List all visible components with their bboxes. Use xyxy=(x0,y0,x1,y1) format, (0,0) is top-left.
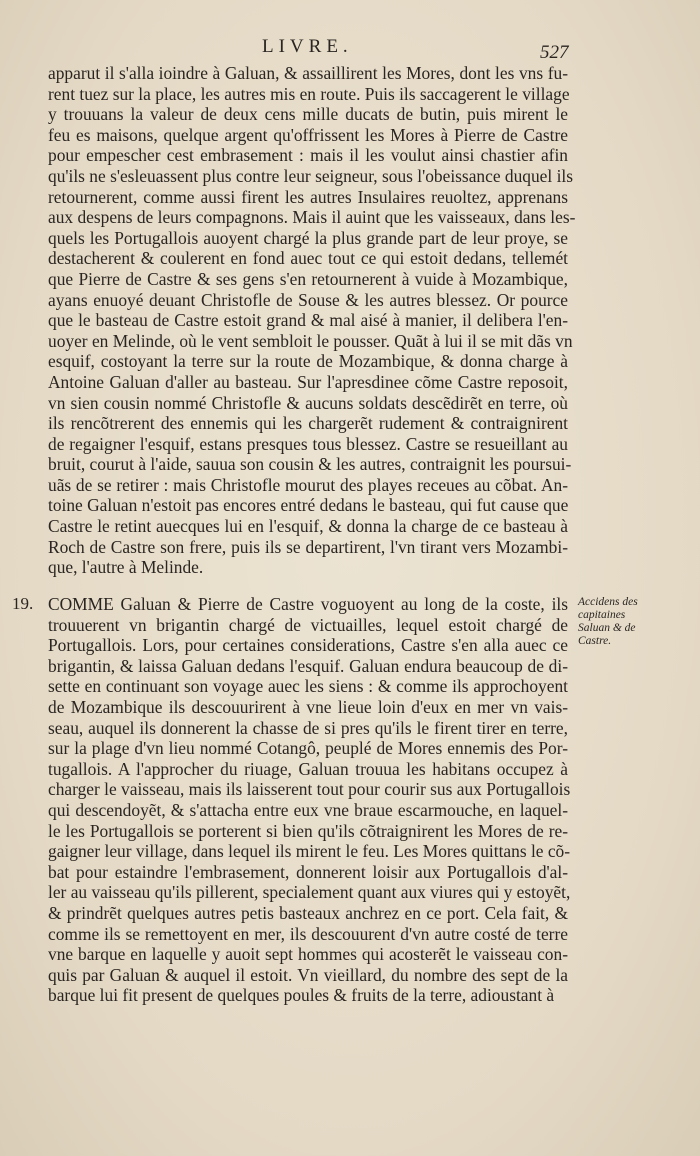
marginal-note xyxy=(578,596,693,648)
text-line: Portugallois. Lors, pour certaines considerations, Castre s'en alla auec ce xyxy=(48,635,568,656)
text-line: que, l'autre à Melinde. xyxy=(48,557,204,578)
text-line: & prindrẽt quelques autres petis basteaux anchrez en ce port. Cela fait, & xyxy=(48,902,568,923)
text-line: rent tuez sur la place, les autres mis en route. Puis ils saccagerent le village xyxy=(48,83,570,104)
text-line: qu'ils ne s'esleuassent plus contre leur seigneur, sous l'obeissance duquel ils xyxy=(48,165,574,186)
text-line: esquif, costoyant la terre sur la route de Mozambique, & donna charge à xyxy=(48,351,568,372)
text-line: aux despens de leurs compagnons. Mais il auint que les vaisseaux, dans les- xyxy=(48,207,576,228)
text-line: vn sien cousin nommé Christofle & aucuns soldats descẽdirẽt en terre, où xyxy=(48,392,568,413)
text-line: bat pour estaindre l'embrasement, donnerent loisir aux Portugallois d'al- xyxy=(48,861,568,882)
text-line: retournerent, comme aussi firent les autres Insulaires reuoltez, apprenans xyxy=(48,186,568,207)
text-line: Antoine Galuan d'aller au basteau. Sur l'apresdinee cõme Castre reposoit, xyxy=(48,371,568,392)
text-line: quels les Portugallois auoyent chargé la plus grande part de leur proye, se xyxy=(48,227,568,248)
text-line: Roch de Castre son frere, puis ils se departirent, l'vn tirant vers Mozambi- xyxy=(48,536,568,557)
text-line: bruit, courut à l'aide, sauua son cousin & les autres, contraignit les poursui- xyxy=(48,454,572,475)
text-line: uãs de se retirer : mais Christofle mourut des playes receues au cõbat. An- xyxy=(48,474,568,495)
text-line: Castre le retint auecques lui en l'esquif, & donna la charge de ce basteau à xyxy=(48,516,568,537)
text-line: quis par Galuan & auquel il estoit. Vn vieillard, du nombre des sept de la xyxy=(48,964,568,985)
text-line: feu es maisons, quelque argent qu'offrissent les Mores à Pierre de Castre xyxy=(48,124,568,145)
text-line: le les Portugallois se porterent si bien qu'ils cõtraignirent les Mores de re- xyxy=(48,820,568,841)
text-line: seau, auquel ils donnerent la chasse de si pres qu'ils le firent tirer en terre, xyxy=(48,717,568,738)
text-line: charger le vaisseau, mais ils laisserent tout pour courir sus aux Portugallois xyxy=(48,779,571,800)
text-line: gaigner leur village, dans lequel ils mirent le feu. Les Mores quittans le cõ- xyxy=(48,841,571,862)
marginal-note-line: capitaines xyxy=(578,609,626,621)
text-line: uoyer en Melinde, où le vent sembloit le pousser. Quãt à lui il se mit dãs vn xyxy=(48,330,573,351)
text-line: y trouuans la valeur de deux cens mille ducats de butin, puis mirent le xyxy=(48,104,568,125)
text-line: apparut il s'alla ioindre à Galuan, & assaillirent les Mores, dont les vns fu- xyxy=(48,63,568,83)
text-line: tugallois. A l'approcher du riuage, Galuan trouua les habitans occupez à xyxy=(48,758,568,779)
text-line: trouuerent vn brigantin chargé de victuailles, lequel estoit chargé de xyxy=(48,614,568,635)
text-line: ils rencõtrerent des ennemis qui les chargerẽt rudement & contraignirent xyxy=(48,413,568,434)
text-line: ler au vaisseau qu'ils pillerent, specialement quant aux viures qui y estoyẽt, xyxy=(48,882,571,903)
text-line: de regaigner l'esquif, estans presques tous blessez. Castre se resueillant au xyxy=(48,433,568,454)
text-line: sur la plage d'vn lieu nommé Cotangô, peuplé de Mores ennemis des Por- xyxy=(48,738,568,759)
text-line: qui descendoyẽt, & s'attacha entre eux vne braue escarmouche, en laquel- xyxy=(48,799,568,820)
text-line: que le basteau de Castre estoit grand & mal aisé à manier, il delibera l'en- xyxy=(48,310,568,331)
page-number: 527 xyxy=(540,42,569,63)
text-line: destacherent & coulerent en fond auec tout ce qui estoit dedans, tellemét xyxy=(48,248,568,269)
paragraph-19-text xyxy=(48,594,571,1006)
marginal-note-line: Castre. xyxy=(578,635,612,647)
text-line: COMME Galuan & Pierre de Castre voguoyent au long de la coste, ils xyxy=(48,594,568,614)
text-line: vne barque en laquelle y auoit sept hommes qui acosterẽt le vaisseau con- xyxy=(48,944,568,965)
marginal-note-line: Saluan & de xyxy=(578,622,636,634)
running-head: LIVRE. xyxy=(262,36,353,57)
text-line: toine Galuan n'estoit pas encores entré dedans le basteau, qui fut cause que xyxy=(48,495,569,516)
text-line: que Pierre de Castre & ses gens s'en retournerent à vuide à Mozambique, xyxy=(48,268,568,289)
text-line: comme ils se remettoyent en mer, ils descouurent d'vn autre costé de terre xyxy=(48,923,568,944)
text-line: pour empescher cest embrasement : mais il les voulut ainsi chastier afin xyxy=(48,145,568,166)
text-line: ayans enuoyé deuant Christofle de Souse & les autres blessez. Or pource xyxy=(48,289,568,310)
text-line: brigantin, & laissa Galuan dedans l'esquif. Galuan endura beaucoup de di- xyxy=(48,655,568,676)
marginal-note-line: Accidens des xyxy=(578,596,638,608)
paragraph-number: 19. xyxy=(12,594,34,613)
text-line: barque lui fit present de quelques poules & fruits de la terre, adioustant à xyxy=(48,985,555,1006)
paragraph-18-text xyxy=(48,63,576,578)
text-line: sette en continuant son voyage auec les siens : & comme ils approchoyent xyxy=(48,676,568,697)
text-line: de Mozambique ils descouurirent à vne lieue loin d'eux en mer vn vais- xyxy=(48,696,568,717)
